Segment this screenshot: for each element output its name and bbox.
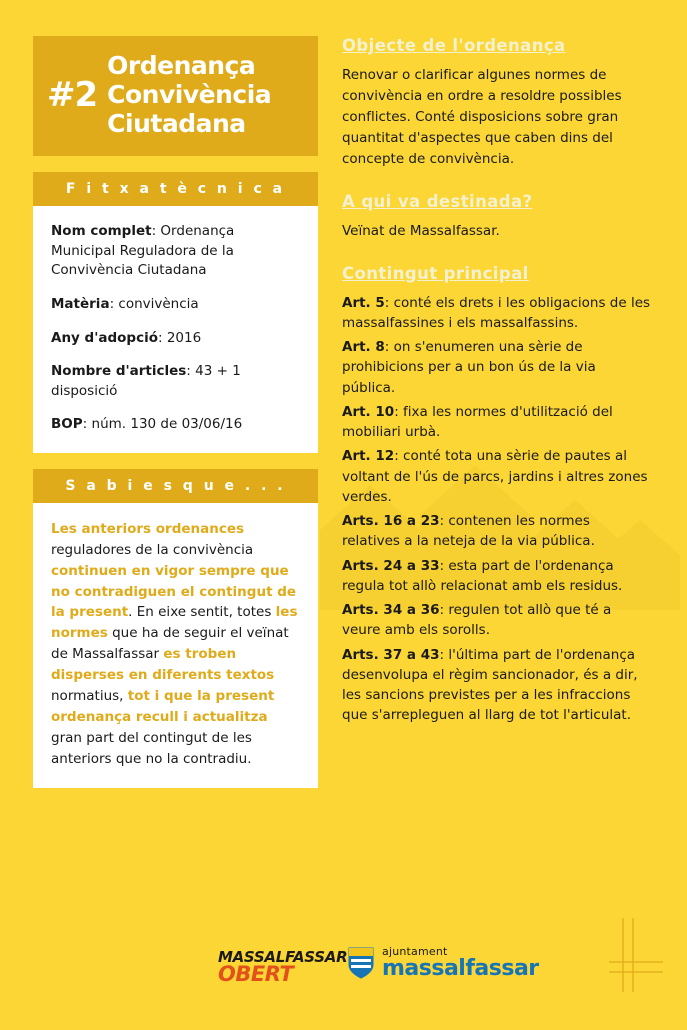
sabies-que-band: S a b i e s q u e . . . [33, 469, 318, 503]
fitxa-row [51, 222, 300, 281]
document-title: Ordenança Convivència Ciutadana [107, 51, 272, 138]
sabies-seg: Les anteriors ordenances [51, 520, 245, 537]
fitxa-value: : 2016 [157, 329, 202, 346]
massalfassar-obert-logo [218, 948, 348, 986]
article-text: : esta part de l'ordenança regula tot allò relacionat amb els residus. [342, 557, 623, 594]
logo-line-2: OBERT [218, 962, 294, 986]
article-label: Art. 10 [342, 403, 395, 420]
article-item [342, 511, 652, 552]
article-label: Art. 8 [342, 339, 385, 356]
article-text: : conté tota una sèrie de pautes al voltant de l'ús de parcs, jardins i altres zones verdes. [342, 448, 648, 505]
article-label: Arts. 37 a 43 [342, 646, 440, 663]
heading-contingut: Contingut principal [342, 263, 529, 283]
fitxa-label: Any d'adopció [51, 329, 158, 346]
right-column [342, 36, 652, 730]
article-text: : contenen les normes relatives a la neteja de la via pública. [342, 513, 595, 550]
ajuntament-text [382, 946, 539, 980]
article-text: : conté els drets i les obligacions de les massalfassines i els massalfassins. [342, 294, 651, 331]
fitxa-value: : núm. 130 de 03/06/16 [82, 416, 243, 433]
sabies-seg: tot i que la present ordenança recull i actualitza [51, 688, 275, 726]
fitxa-row [51, 329, 300, 349]
fitxa-label: Matèria [51, 295, 110, 312]
fitxa-label: Nom complet [51, 223, 152, 240]
sabies-seg: gran part del contingut de les anteriors que no la contradiu. [51, 729, 252, 767]
article-text: : regulen tot allò que té a veure amb els sorolls. [342, 602, 612, 639]
fitxa-row [51, 362, 300, 401]
article-item [342, 293, 652, 334]
title-block [33, 36, 318, 156]
fitxa-row [51, 295, 300, 315]
fitxa-value: : Ordenança Municipal Reguladora de la Convivència Ciutadana [51, 223, 235, 279]
sabies-que-card [33, 503, 318, 788]
article-item [342, 337, 652, 398]
fitxa-value: : convivència [109, 295, 199, 312]
article-label: Arts. 16 a 23 [342, 513, 440, 530]
sabies-seg: es troben disperses en diferents textos [51, 646, 275, 684]
paragraph-objecte: Renovar o clarificar algunes normes de convivència en ordre a resoldre possibles conflictes. Conté disposicions sobre gran quantitat d'aspectes que caben dins del concepte de convivència. [342, 67, 622, 167]
sabies-seg: . En eixe sentit, totes [128, 604, 276, 621]
sabies-seg: les normes [51, 604, 298, 642]
heading-destinada: A qui va destinada? [342, 191, 533, 211]
article-item [342, 402, 652, 443]
ajuntament-logo [348, 946, 539, 980]
fitxa-label: BOP [51, 416, 83, 433]
corner-decoration-icon [609, 918, 663, 992]
article-label: Art. 5 [342, 294, 385, 311]
left-column [33, 36, 318, 788]
fitxa-tecnica-card [33, 206, 318, 453]
sabies-seg: que ha de seguir el veïnat de Massalfassar [51, 625, 289, 663]
article-item [342, 556, 652, 597]
articles-list [342, 293, 652, 726]
article-label: Arts. 24 a 33 [342, 557, 440, 574]
article-text: : on s'enumeren una sèrie de prohibicions per a un bon ús de la via pública. [342, 339, 596, 396]
fitxa-value: : 43 + 1 disposició [51, 363, 241, 399]
footer [0, 940, 687, 1010]
fitxa-tecnica-band: F i t x a t è c n i c a [33, 172, 318, 206]
paragraph-destinada: Veïnat de Massalfassar. [342, 222, 500, 239]
logo-line-1: MASSALFASSAR [218, 948, 348, 966]
article-label: Art. 12 [342, 448, 395, 465]
article-item [342, 600, 652, 641]
article-text: : l'última part de l'ordenança desenvolupa el règim sancionador, és a dir, les sancions previstes per a les infraccions que s'arrepleguen al llarg de tot l'articulat. [342, 646, 638, 724]
article-item [342, 446, 652, 507]
article-text: : fixa les normes d'utilització del mobiliari urbà. [342, 403, 613, 441]
fitxa-row [51, 415, 300, 435]
fitxa-label: Nombre d'articles [51, 363, 187, 380]
sabies-seg: reguladores de la convivència [51, 541, 254, 558]
ajuntament-line-1: ajuntament [382, 945, 448, 958]
article-label: Arts. 34 a 36 [342, 602, 440, 619]
article-item [342, 645, 652, 726]
heading-objecte: Objecte de l'ordenança [342, 36, 566, 55]
ajuntament-line-2: massalfassar [382, 956, 539, 981]
shield-icon [348, 947, 374, 979]
document-number: #2 [47, 75, 98, 116]
sabies-seg: normatius, [51, 688, 128, 705]
sabies-seg: continuen en vigor sempre que no contradiguen el contingut de la present [51, 562, 297, 621]
